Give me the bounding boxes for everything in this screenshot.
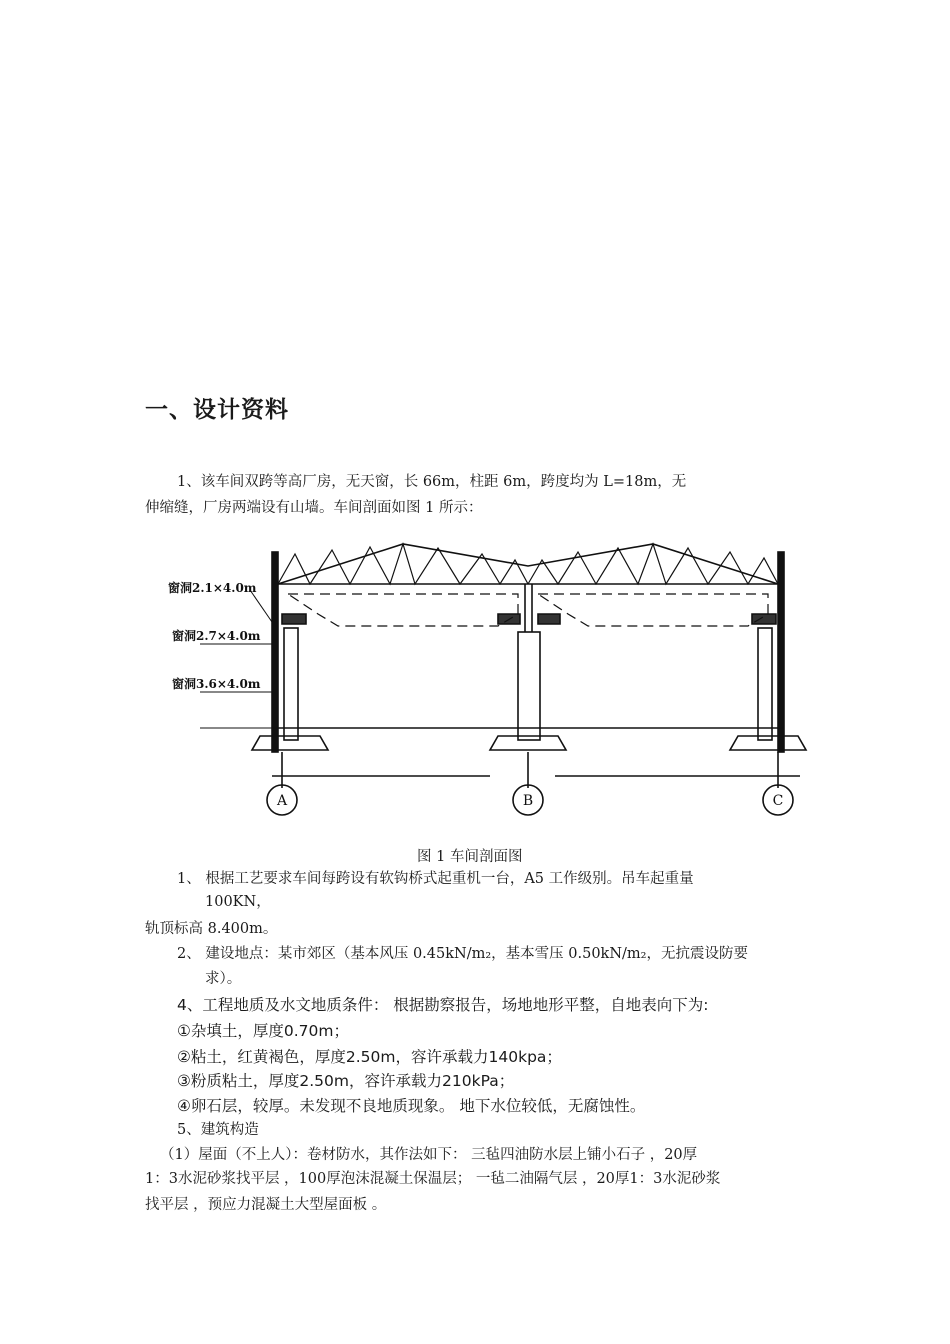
workshop-section-figure [160,540,820,830]
item1-line2: 100KN， [205,894,271,910]
item5-line1: （1）屋面（不上人）：卷材防水，其作法如下： 三毡四油防水层上铺小石子 ，20厚 [160,1147,698,1163]
axis-label-b: B [522,793,534,809]
soil-layer-1: ①杂填土，厚度0.70m； [177,1022,350,1040]
item1-line3: 轨顶标高 8.400m。 [145,921,278,937]
para1-line2: 伸缩缝，厂房两端设有山墙。车间剖面如图 1 所示： [145,500,483,516]
item2-line2: 求）。 [205,971,242,987]
soil-layer-3: ③粉质粘土，厚度2.50m，容许承载力210kPa； [177,1072,515,1090]
window-label-2: 窗洞2.7×4.0m [172,629,261,643]
soil-layer-4: ④卵石层，较厚。未发现不良地质现象。 地下水位较低，无腐蚀性。 [177,1097,646,1115]
item5-title: 5、建筑构造 [177,1122,259,1138]
item5-line2: 1：3水泥砂浆找平层 ，100厚泡沫混凝土保温层； 一毡二油隔气层 ，20厚1：3水泥砂浆 [145,1171,721,1187]
item1-line1: 1、 根据工艺要求车间每跨设有软钩桥式起重机一台，A5 工作级别。吊车起重量 [177,871,694,887]
axis-label-a: A [276,793,288,809]
axis-label-c: C [772,793,784,809]
window-label-3: 窗洞3.6×4.0m [172,677,261,691]
item2-line1: 2、 建设地点：某市郊区（基本风压 0.45kN/m₂，基本雪压 0.50kN/m₂，无抗震设防要 [177,946,748,962]
section-title: 一、设计资料 [145,397,289,423]
figure-caption: 图 1 车间剖面图 [417,849,523,865]
soil-layer-2: ②粘土，红黄褐色，厚度2.50m，容许承载力140kpa； [177,1048,562,1066]
para1-line1: 1、该车间双跨等高厂房，无天窗，长 66m，柱距 6m，跨度均为 L=18m，无 [177,474,687,490]
item4-title: 4、工程地质及水文地质条件： 根据勘察报告，场地地形平整，自地表向下为: [177,996,709,1014]
window-label-1: 窗洞2.1×4.0m [168,581,257,595]
item5-line3: 找平层 ，预应力混凝土大型屋面板 。 [145,1197,387,1213]
